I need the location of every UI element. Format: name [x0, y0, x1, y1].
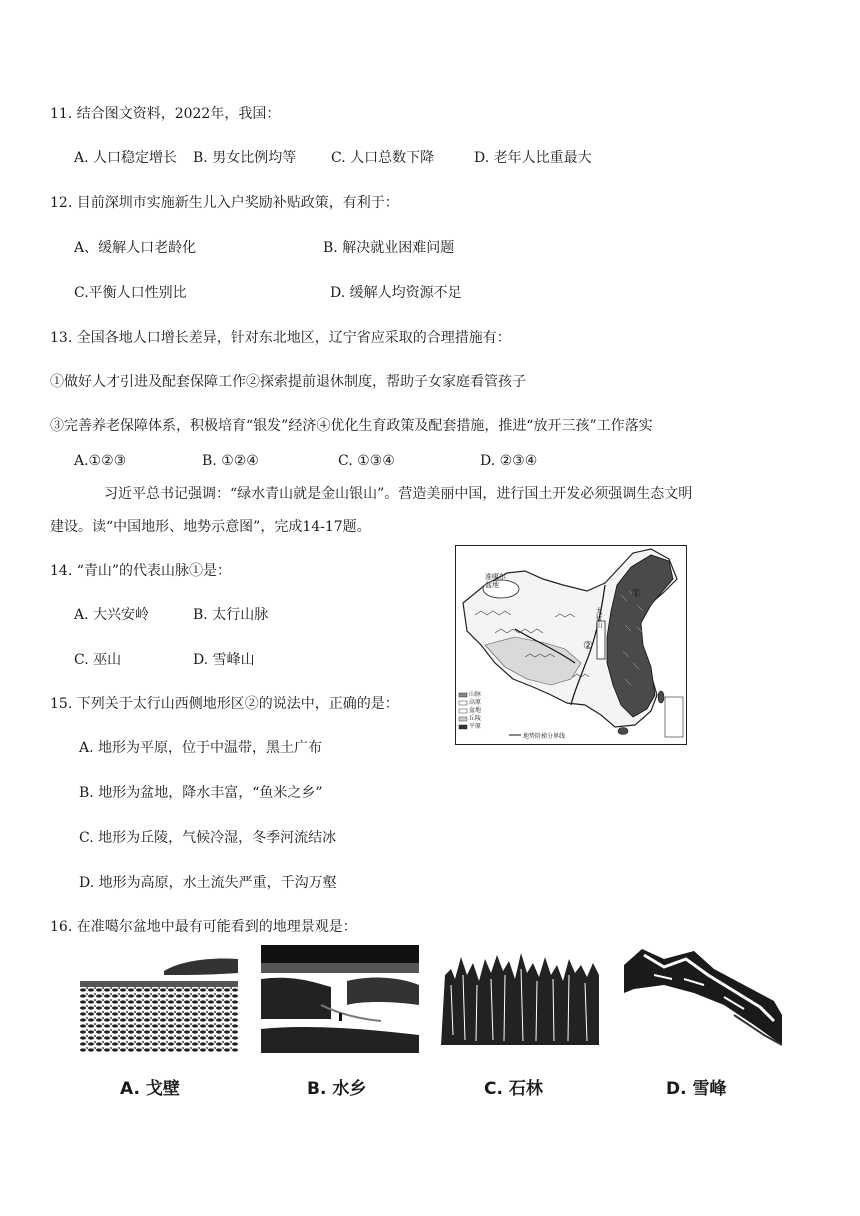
caption-a: A. 戈壁	[120, 1079, 180, 1099]
q12-option-c: C.平衡人口性别比	[74, 285, 187, 301]
map-legend-basin: 盆地	[469, 707, 482, 714]
map-legend-hill: 丘陵	[469, 715, 482, 722]
q12-option-d: D. 缓解人均资源不足	[330, 285, 462, 301]
q13-option-d: D. ②③④	[480, 453, 538, 469]
caption-c: C. 石林	[484, 1079, 543, 1099]
map-label-junggar: 准噶尔盆地	[485, 573, 506, 589]
q11-stem: 11. 结合图文资料，2022年，我国：	[50, 106, 281, 122]
q13-items-line1: ①做好人才引进及配套保障工作②探索提前退休制度，帮助子女家庭看管孩子	[50, 374, 526, 390]
q15-option-d: D. 地形为高原，水土流失严重，千沟万壑	[79, 875, 337, 891]
map-marker-2: ②	[583, 639, 593, 652]
q16-stem: 16. 在准噶尔盆地中最有可能看到的地理景观是：	[50, 919, 357, 935]
q15-option-a: A. 地形为平原，位于中温带，黑土广布	[79, 740, 323, 756]
map-legend-plateau: 高原	[469, 699, 482, 706]
q15-option-c: C. 地形为丘陵，气候冷湿，冬季河流结冰	[79, 830, 337, 846]
map-marker-1: ①	[631, 587, 641, 600]
q13-items-line2: ③完善养老保障体系，积极培育“银发”经济④优化生育政策及配套措施，推进“放开三孩”工作落实	[50, 418, 653, 434]
passage-line2: 建设。读“中国地形、地势示意图”，完成14-17题。	[50, 519, 371, 535]
q14-option-b: B. 太行山脉	[193, 607, 269, 623]
q11-option-a: A. 人口稳定增长	[74, 150, 178, 166]
q12-stem: 12. 目前深圳市实施新生儿入户奖励补贴政策，有利于：	[50, 195, 399, 211]
q15-option-b: B. 地形为盆地，降水丰富，“鱼米之乡”	[79, 785, 323, 801]
china-terrain-map	[455, 545, 687, 745]
q12-option-a: A、缓解人口老龄化	[74, 240, 197, 256]
photo-stone-forest	[441, 945, 599, 1053]
q14-stem: 14. “青山”的代表山脉①是：	[50, 563, 232, 579]
q13-stem: 13. 全国各地人口增长差异，针对东北地区，辽宁省应采取的合理措施有：	[50, 330, 511, 346]
q14-option-d: D. 雪峰山	[193, 652, 255, 668]
caption-d: D. 雪峰	[666, 1079, 727, 1099]
q14-option-c: C. 巫山	[74, 652, 122, 668]
map-legend-plain: 平原	[469, 723, 482, 730]
q12-option-b: B. 解决就业困难问题	[323, 240, 455, 256]
photo-gobi	[80, 945, 238, 1053]
q11-option-d: D. 老年人比重最大	[474, 150, 592, 166]
q13-option-c: C. ①③④	[338, 453, 395, 469]
q11-option-b: B. 男女比例均等	[193, 150, 297, 166]
q11-option-c: C. 人口总数下降	[331, 150, 435, 166]
photo-water-town	[261, 945, 419, 1053]
map-label-taihang: 太行山	[595, 607, 603, 628]
passage-line1: 习近平总书记强调：“绿水青山就是金山银山”。营造美丽中国，进行国土开发必须强调生态文明	[104, 486, 693, 502]
q14-option-a: A. 大兴安岭	[74, 607, 150, 623]
map-legend-boundary: 地势阶梯分界线	[523, 733, 566, 740]
q13-option-a: A.①②③	[74, 453, 127, 469]
q13-option-b: B. ①②④	[202, 453, 259, 469]
q15-stem: 15. 下列关于太行山西侧地形区②的说法中，正确的是：	[50, 696, 399, 712]
map-legend-mountain: 山脉	[469, 691, 482, 698]
photo-snow-peak	[624, 945, 782, 1053]
caption-b: B. 水乡	[307, 1079, 367, 1099]
